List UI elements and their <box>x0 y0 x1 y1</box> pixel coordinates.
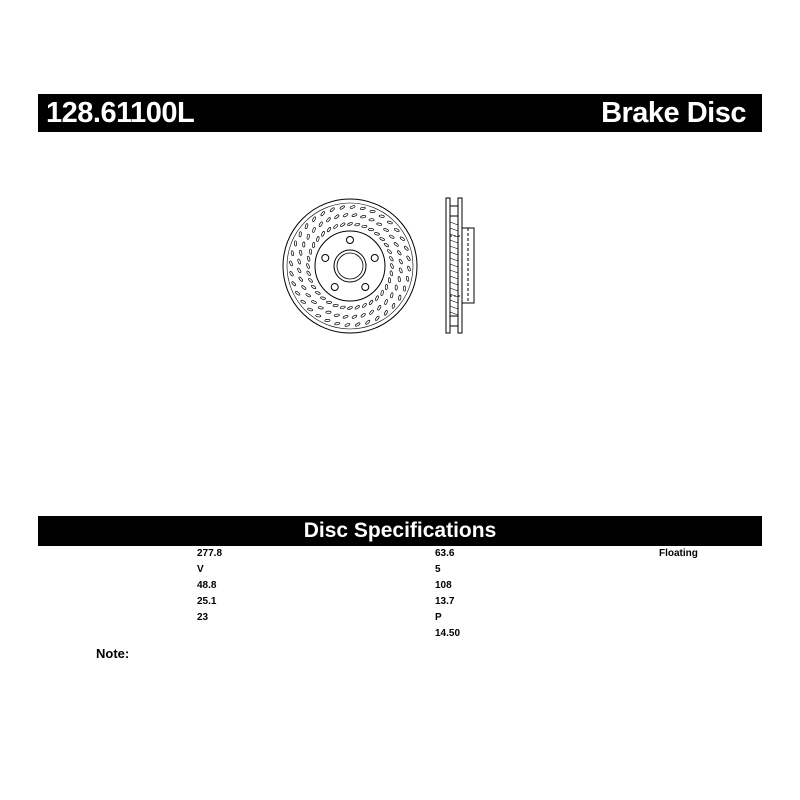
spec-value: 277.8 <box>197 548 223 559</box>
drill-slot <box>320 296 326 299</box>
drill-slot <box>316 314 321 317</box>
drill-slot <box>297 259 301 265</box>
drill-slot <box>390 293 393 299</box>
drill-slot <box>333 304 338 307</box>
drill-slot <box>365 320 370 325</box>
drill-slot <box>360 215 366 218</box>
drill-slot <box>384 299 388 305</box>
bolt-hole <box>322 254 329 261</box>
drill-slot <box>301 285 306 290</box>
spec-value: 63.6 <box>435 548 455 559</box>
part-number: 128.61100L <box>46 97 195 129</box>
drill-slot <box>347 306 353 310</box>
drill-slot <box>380 290 383 296</box>
drill-slot <box>375 295 379 301</box>
drill-slot <box>370 210 375 212</box>
drill-slot <box>384 310 388 316</box>
drill-pattern <box>289 205 411 327</box>
drill-slot <box>299 232 302 237</box>
drill-slot <box>307 256 310 262</box>
drill-slot <box>307 308 313 312</box>
drill-slot <box>350 205 356 209</box>
drill-slot <box>369 300 374 306</box>
drill-slot <box>343 213 349 218</box>
drill-slot <box>334 322 340 325</box>
spec-value: 13.7 <box>435 596 455 607</box>
drill-slot <box>320 211 325 216</box>
drill-slot <box>392 303 396 309</box>
spec-value: P <box>435 612 442 623</box>
bolt-hole <box>362 284 369 291</box>
drill-slot <box>387 249 392 254</box>
drill-slot <box>326 311 331 313</box>
drill-slot <box>318 306 324 309</box>
drill-slot <box>321 231 325 237</box>
drill-slot <box>384 243 390 248</box>
rotor-front-view <box>283 199 417 333</box>
drill-slot <box>311 285 317 290</box>
drill-slot <box>300 300 306 304</box>
drill-slot <box>399 259 404 265</box>
drill-slot <box>394 228 400 232</box>
drill-slot <box>360 207 366 210</box>
note-label: Note: <box>96 646 130 661</box>
specs-header <box>38 516 762 546</box>
drill-slot <box>330 207 335 212</box>
drill-slot <box>343 315 349 319</box>
drill-slot <box>291 281 296 286</box>
drill-slot <box>327 227 332 233</box>
drill-slot <box>340 306 346 309</box>
drill-slot <box>306 263 310 269</box>
drill-slot <box>306 271 311 277</box>
drill-slot <box>379 215 384 218</box>
drill-slot <box>397 250 402 255</box>
drill-slot <box>368 228 373 231</box>
drill-slot <box>390 263 394 269</box>
drill-slot <box>309 249 312 254</box>
drill-slot <box>305 223 309 229</box>
drill-slot <box>325 319 330 321</box>
drill-slot <box>291 250 294 256</box>
spec-value: 108 <box>435 580 452 591</box>
drill-slot <box>362 303 367 308</box>
drill-slot <box>311 300 317 304</box>
drill-slot <box>308 278 313 283</box>
drill-slot <box>312 216 316 222</box>
drill-slot <box>395 285 397 290</box>
drill-slot <box>305 293 311 298</box>
drill-slot <box>334 314 340 317</box>
drill-slot <box>316 236 319 242</box>
drill-slot <box>389 256 394 262</box>
bolt-hole <box>371 254 378 261</box>
drill-slot <box>407 266 411 272</box>
bolt-hole <box>331 284 338 291</box>
drill-slot <box>312 242 315 247</box>
rotor-side-view <box>446 198 474 333</box>
drill-slot <box>295 291 300 296</box>
spec-value: 23 <box>197 612 209 623</box>
drill-slot <box>307 234 310 240</box>
drill-slot <box>406 276 409 282</box>
drill-slot <box>333 224 338 229</box>
drill-slot <box>398 276 401 282</box>
drill-slot <box>362 225 367 228</box>
drill-slot <box>406 256 411 262</box>
drill-slot <box>377 223 383 226</box>
spec-value: V <box>197 564 204 575</box>
drill-slot <box>388 278 391 283</box>
drill-slot <box>289 261 293 267</box>
drill-slot <box>297 268 302 274</box>
spec-value: 25.1 <box>197 596 217 607</box>
drill-slot <box>303 242 305 247</box>
drill-slot <box>379 237 385 241</box>
drill-slot <box>400 236 405 241</box>
drill-slot <box>326 301 331 304</box>
drill-slot <box>294 241 296 246</box>
drill-slot <box>299 250 302 256</box>
spec-value: 5 <box>435 564 441 575</box>
drill-slot <box>340 222 346 227</box>
drill-slot <box>385 284 388 289</box>
drill-slot <box>354 223 360 226</box>
drill-slot <box>312 227 316 233</box>
drill-slot <box>387 221 393 225</box>
drill-slot <box>389 234 395 239</box>
drill-slot <box>399 268 403 274</box>
drill-slot <box>347 222 353 226</box>
drill-slot <box>375 316 380 321</box>
spec-value: Floating <box>659 548 698 559</box>
drill-slot <box>318 221 323 227</box>
drill-slot <box>334 214 339 219</box>
specs-title: Disc Specifications <box>303 519 497 542</box>
drill-slot <box>374 232 380 235</box>
product-type: Brake Disc <box>601 97 746 129</box>
drill-slot <box>398 295 401 300</box>
drill-slot <box>383 228 389 232</box>
drill-slot <box>352 213 358 217</box>
drill-slot <box>369 219 374 221</box>
drill-slot <box>340 205 346 210</box>
drill-slot <box>345 323 351 327</box>
drill-slot <box>352 315 358 320</box>
drill-slot <box>289 271 294 277</box>
drill-slot <box>377 305 382 311</box>
drill-slot <box>394 242 399 247</box>
drill-slot <box>315 291 321 295</box>
drill-slot <box>390 270 393 276</box>
drill-slot <box>355 305 361 310</box>
drill-slot <box>361 313 366 318</box>
drill-slot <box>403 286 405 291</box>
drill-slot <box>298 277 303 282</box>
drill-slot <box>326 217 331 222</box>
drill-slot <box>404 246 409 251</box>
spec-value: 48.8 <box>197 580 217 591</box>
drill-slot <box>355 322 361 327</box>
drill-slot <box>369 310 374 315</box>
spec-value: 14.50 <box>435 628 461 639</box>
bolt-hole <box>347 237 354 244</box>
